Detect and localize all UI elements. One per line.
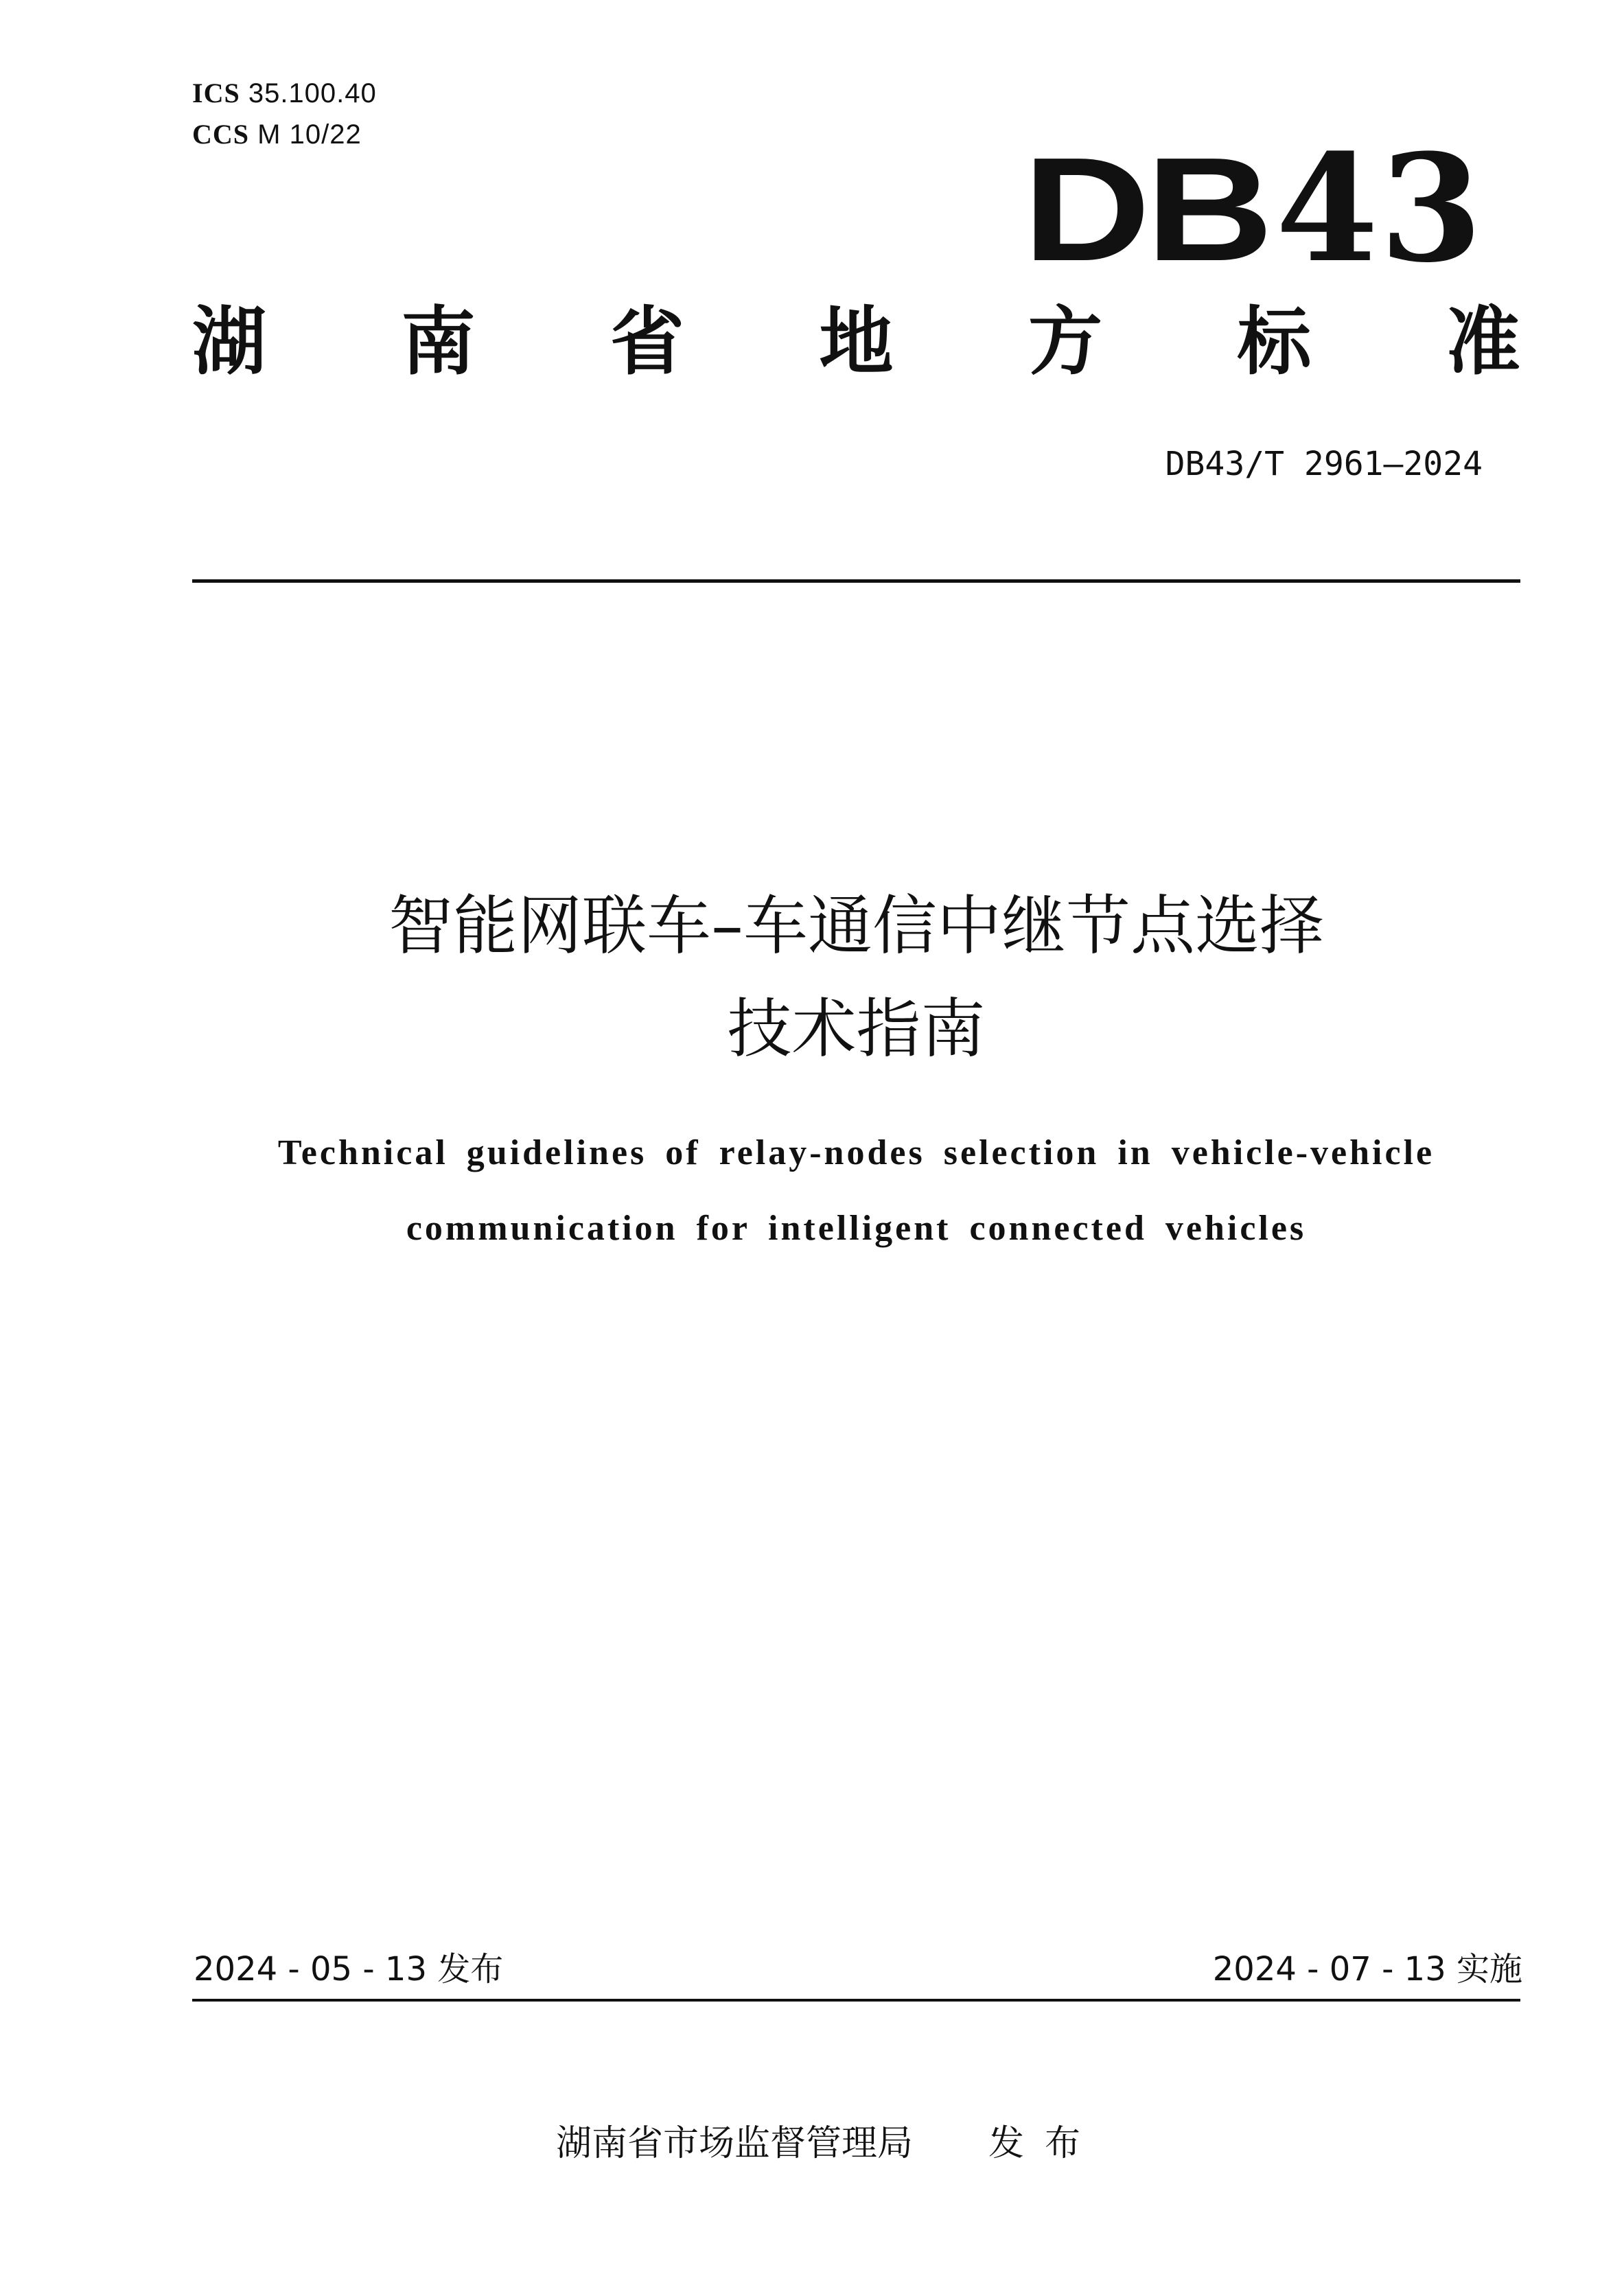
issuer-action: 发布 [988,2123,1102,2164]
title-english-line-2: communication for intelligent connected vehicles [406,1209,1307,1248]
ics-value: 35.100.40 [248,78,377,108]
bottom-divider [192,1999,1520,2002]
ics-label: ICS [192,78,240,108]
implementation-date: 2024 - 07 - 13 实施 [1212,1950,1522,1988]
standard-type-char: 地 [819,299,894,385]
standard-number: DB43/T 2961—2024 [1165,445,1483,483]
logo-number: 43 [1275,121,1484,295]
standard-type-char: 准 [1446,299,1520,385]
standard-type-char: 标 [1237,299,1312,385]
db43-logo [1023,121,1484,295]
standard-type-char: 方 [1028,299,1102,385]
title-chinese-line-1: 智能网联车–车通信中继节点选择 [388,889,1324,964]
title-english-line-1: Technical guidelines of relay-nodes selection in vehicle-vehicle [277,1133,1435,1172]
standard-type-char: 湖 [192,299,267,385]
logo-letters: DB [1023,126,1269,292]
title-chinese-line-2: 技术指南 [727,992,986,1067]
standard-type-char: 南 [401,299,476,385]
issuer-line [556,2114,1101,2166]
standard-type-heading [192,299,1520,385]
issuer-name: 湖南省市场监督管理局 [556,2123,914,2164]
ccs-code [192,118,362,150]
top-divider [192,579,1520,583]
issue-date: 2024 - 05 - 13 发布 [194,1950,504,1988]
ccs-value: M 10/22 [257,119,362,150]
standard-type-char: 省 [610,299,684,385]
ccs-label: CCS [192,119,250,150]
ics-code [192,77,377,109]
